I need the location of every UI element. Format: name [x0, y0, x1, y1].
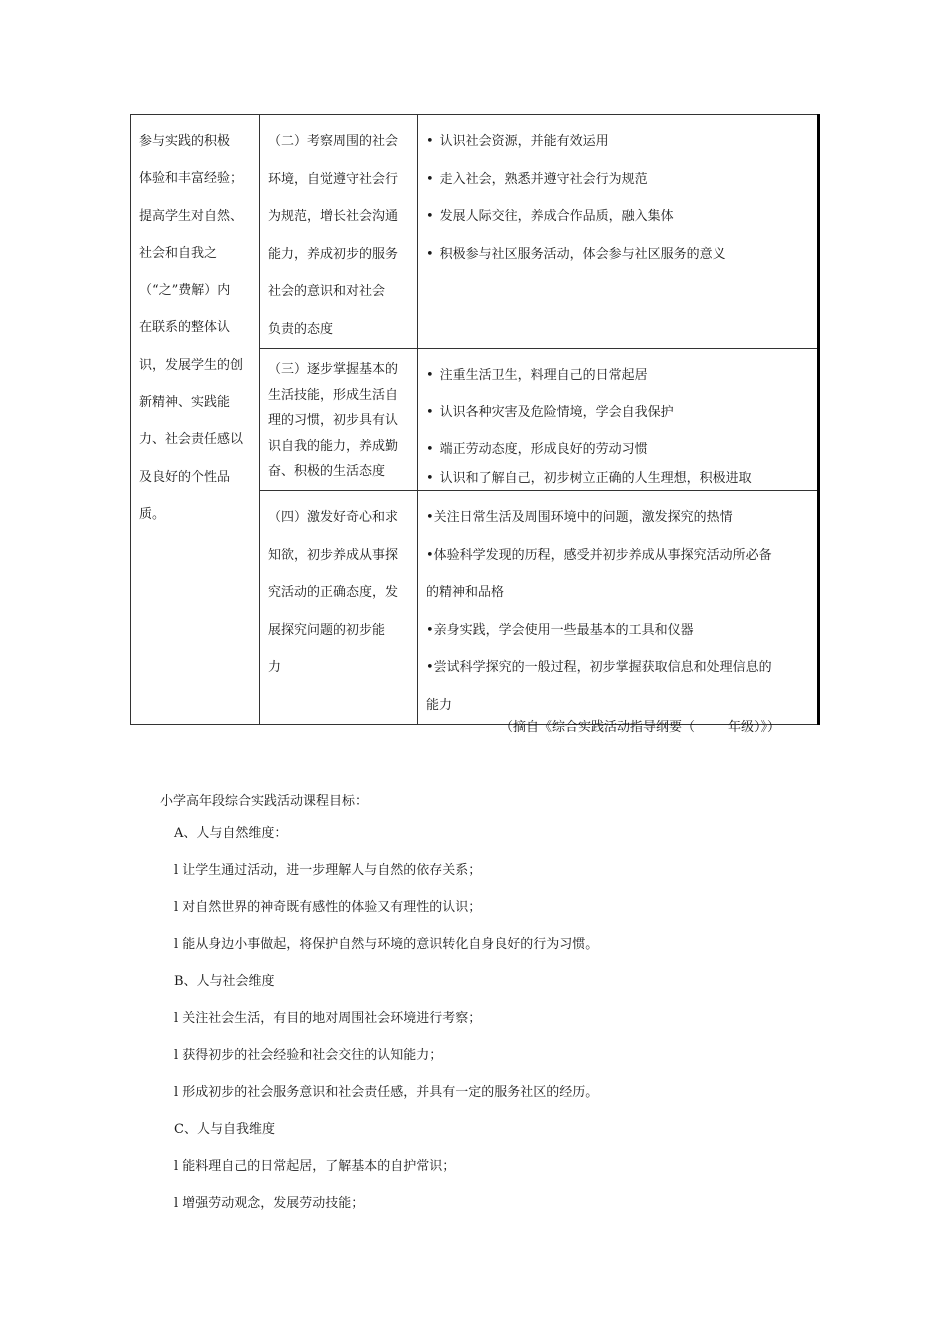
- goal-item: l 对自然世界的神奇既有感性的体验又有理性的认识；: [174, 900, 482, 915]
- overall-goal-cell: [131, 115, 260, 725]
- bullet-dot-icon: •: [426, 134, 434, 149]
- bullet-line: •关注日常生活及周围环境中的问题，激发探究的热情: [426, 510, 733, 525]
- section-heading-society: B、人与社会维度: [174, 974, 275, 989]
- goal-item: l 让学生通过活动，进一步理解人与自然的依存关系；: [174, 863, 482, 878]
- bullet-dot-icon: •: [426, 246, 434, 262]
- overall-goal-line: （“之”费解）内: [139, 283, 231, 299]
- overall-goal-line: 及良好的个性品: [139, 469, 231, 485]
- objective-line: 奋、积极的生活态度: [268, 464, 386, 479]
- bullet-item: • 走入社会，熟悉并遵守社会行为规范: [426, 171, 648, 187]
- objective-line: 力: [268, 660, 282, 676]
- bullet-item: • 认识和了解自己，初步树立正确的人生理想，积极进取: [426, 471, 752, 486]
- objective-line: 社会的意识和对社会: [268, 284, 386, 299]
- curriculum-goal-table: [130, 114, 820, 725]
- bullet-item: • 认识各种灾害及危险情境，学会自我保护: [426, 405, 674, 420]
- table-row: [131, 115, 819, 349]
- objective-line: （三）逐步掌握基本的: [268, 362, 399, 377]
- source-citation: （摘自《综合实践活动指导纲要（ 年级）》）: [500, 720, 781, 735]
- bullet-dot-icon: •: [426, 405, 434, 420]
- goal-item: l 增强劳动观念，发展劳动技能；: [174, 1196, 365, 1211]
- objective-line: 负责的态度: [268, 321, 334, 337]
- overall-goal-line: 识，发展学生的创: [139, 357, 244, 373]
- bullet-dot-icon: •: [426, 209, 434, 224]
- bullet-line: 的精神和品格: [426, 585, 505, 600]
- objective-cell-2: [260, 115, 418, 349]
- bullet-cell-4: [418, 491, 819, 725]
- objective-line: 能力，养成初步的服务: [268, 246, 399, 262]
- section-heading-self: C、人与自我维度: [174, 1122, 275, 1137]
- goal-item: l 能从身边小事做起，将保护自然与环境的意识转化自身良好的行为习惯。: [174, 937, 599, 952]
- section-heading-nature: A、人与自然维度：: [174, 826, 288, 841]
- overall-goal-line: 在联系的整体认: [139, 320, 231, 336]
- bullet-cell-3: [418, 349, 819, 491]
- objective-line: 展探究问题的初步能: [268, 622, 386, 638]
- overall-goal-line: 质。: [139, 506, 166, 522]
- goal-item: l 获得初步的社会经验和社会交往的认知能力；: [174, 1048, 443, 1063]
- bullet-item: • 发展人际交往，养成合作品质，融入集体: [426, 209, 674, 224]
- bullet-dot-icon: •: [426, 471, 434, 486]
- objective-line: 究活动的正确态度，发: [268, 585, 399, 601]
- bullet-dot-icon: •: [426, 442, 434, 457]
- bullet-item: • 注重生活卫生，料理自己的日常起居: [426, 368, 648, 383]
- bullet-item: • 认识社会资源，并能有效运用: [426, 134, 609, 149]
- bullet-line: •体验科学发现的历程，感受并初步养成从事探究活动所必备: [426, 547, 772, 563]
- bullet-cell-2: [418, 115, 819, 349]
- goals-title: 小学高年段综合实践活动课程目标：: [160, 794, 369, 809]
- bullet-line: 能力: [426, 697, 453, 713]
- objective-line: 识自我的能力，养成勤: [268, 438, 399, 454]
- bullet-line: •亲身实践，学会使用一些最基本的工具和仪器: [426, 622, 694, 638]
- objective-line: 生活技能，形成生活自: [268, 387, 399, 403]
- objective-line: 环境，自觉遵守社会行: [268, 171, 399, 187]
- goal-item: l 形成初步的社会服务意识和社会责任感，并具有一定的服务社区的经历。: [174, 1085, 599, 1100]
- overall-goal-line: 体验和丰富经验；: [139, 171, 244, 187]
- overall-goal-line: 社会和自我之: [139, 245, 218, 261]
- bullet-dot-icon: •: [426, 368, 434, 383]
- goal-item: l 能料理自己的日常起居，了解基本的自护常识；: [174, 1159, 456, 1174]
- overall-goal-line: 新精神、实践能: [139, 395, 231, 411]
- bullet-line: •尝试科学探究的一般过程，初步掌握获取信息和处理信息的: [426, 660, 772, 675]
- goal-item: l 关注社会生活，有目的地对周围社会环境进行考察；: [174, 1011, 482, 1026]
- bullet-item: • 积极参与社区服务活动，体会参与社区服务的意义: [426, 246, 726, 262]
- objective-cell-4: [260, 491, 418, 725]
- overall-goal-line: 参与实践的积极: [139, 134, 231, 149]
- overall-goal-line: 力、社会责任感以: [139, 432, 244, 448]
- objective-line: 为规范，增长社会沟通: [268, 209, 399, 224]
- objective-line: （四）激发好奇心和求: [268, 510, 399, 525]
- overall-goal-line: 提高学生对自然、: [139, 208, 244, 224]
- bullet-dot-icon: •: [426, 171, 434, 187]
- objective-line: 理的习惯，初步具有认: [268, 413, 399, 428]
- objective-line: 知欲，初步养成从事探: [268, 547, 399, 563]
- objective-line: （二）考察周围的社会: [268, 134, 399, 149]
- bullet-item: • 端正劳动态度，形成良好的劳动习惯: [426, 442, 648, 457]
- objective-cell-3: [260, 349, 418, 491]
